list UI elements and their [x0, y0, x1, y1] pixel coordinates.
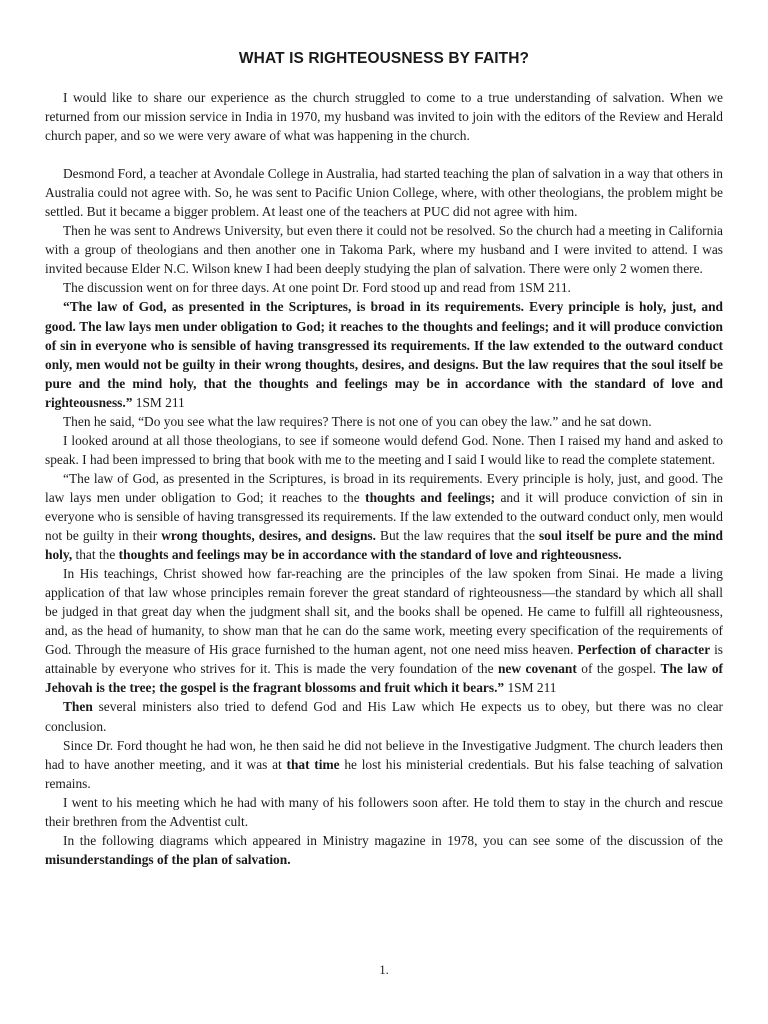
bold-text-run: soul itself be pure and the mind holy, — [45, 528, 723, 563]
text-run: I went to his meeting which he had with many of his followers soon after. He told them to stay in the church and rescue their brethren from the Adventist cult. — [45, 794, 723, 829]
text-run: Then he said, “Do you see what the law requires? There is not one of you can obey the law.” and he sat down. — [63, 413, 652, 429]
text-run: of the gospel. — [576, 661, 661, 677]
text-run: The discussion went on for three days. At one point Dr. Ford stood up and read from 1SM 211. — [63, 280, 571, 296]
bold-text-run: thoughts and feelings may be in accordance with the standard of love and righteousness. — [118, 547, 622, 563]
text-run: several ministers also tried to defend God and His Law which He expects us to obey, but there was no clear conclusion. — [45, 699, 723, 734]
text-run: 1SM 211 — [504, 680, 557, 696]
text-run: I would like to share our experience as the church struggled to come to a true understanding of salvation. When we returned from our mission service in India in 1970, my husband was invited to join with the editors of the Review and Herald church paper, and so we were very aware of what was happening in the church. — [45, 90, 723, 144]
paragraph — [45, 412, 723, 431]
text-run: that the — [72, 547, 119, 563]
paragraph — [45, 697, 723, 735]
text-run: In His teachings, Christ showed how far-reaching are the principles of the law spoken from Sinai. He made a living application of that law whose principles remain forever the great standard of righteousness—the standard by which all shall be judged in that great day when the judgment shall sit, and the books shall be opened. He came to fulfill all righteousness, and, as the head of humanity, to show man that he can do the same work, meeting every specification of the requirements of God. Through the measure of His grace furnished to the human agent, not one need miss heaven. — [45, 566, 723, 658]
text-run: 1SM 211 — [132, 394, 185, 410]
bold-text-run: misunderstandings of the plan of salvation. — [45, 851, 291, 867]
text-run: But the law requires that the — [375, 528, 539, 544]
bold-text-run: “The law of God, as presented in the Scriptures, is broad in its requirements. Every principle is holy, just, and good. The law lays men under obligation to God; it reaches to the thoughts and feelings; and it will produce conviction of sin in everyone who is sensible of having transgressed its requirements. If the law extended to the outward conduct only, men would not be guilty in their wrong thoughts, desires, and designs. But the law requires that the soul itself be pure and the mind holy, that the thoughts and feelings may be in accordance with the standard of love and righteousness.” — [45, 299, 723, 410]
paragraph — [45, 469, 723, 564]
bold-text-run: new covenant — [497, 661, 577, 677]
paragraph — [45, 736, 723, 793]
paragraph — [45, 831, 723, 869]
bold-text-run: The law of Jehovah is the tree; the gospel is the fragrant blossoms and fruit which it bears.” — [45, 661, 723, 696]
page-title: WHAT IS RIGHTEOUSNESS BY FAITH? — [238, 50, 530, 67]
bold-text-run: wrong thoughts, desires, and designs. — [161, 528, 376, 544]
bold-text-run: Perfection of character — [577, 642, 711, 658]
page-number: 1. — [379, 963, 389, 977]
bold-text-run: thoughts and feelings; — [365, 489, 496, 505]
text-run: Then he was sent to Andrews University, but even there it could not be resolved. So the church had a meeting in California with a group of theologians and then another one in Takoma Park, where my husband and I were invited to attend. I was invited because Elder N.C. Wilson knew I had been deeply studying the plan of salvation. There were only 2 women there. — [45, 223, 723, 277]
paragraph — [45, 297, 723, 411]
text-run: Since Dr. Ford thought he had won, he then said he did not believe in the Investigative Judgment. The church leaders then had to have another meeting, and it was at — [45, 737, 723, 772]
text-run: “The law of God, as presented in the Scriptures, is broad in its requirements. Every principle is holy, just, and good. The law lays men under obligation to God; it reaches to the — [45, 470, 723, 505]
bold-text-run: that time — [286, 756, 340, 772]
paragraph — [45, 88, 723, 145]
paragraph — [45, 564, 723, 697]
paragraph — [45, 164, 723, 221]
text-run: Desmond Ford, a teacher at Avondale College in Australia, had started teaching the plan of salvation in a way that others in Australia could not agree with. So, he was sent to Pacific Union College, where, with other theologians, the problem might be settled. But it became a bigger problem. At least one of the teachers at PUC did not agree with him. — [45, 166, 723, 220]
text-run: I looked around at all those theologians, to see if someone would defend God. None. Then I raised my hand and asked to speak. I had been impressed to bring that book with me to the meeting and I said I would like to read the complete statement. — [45, 432, 723, 467]
bold-text-run: Then — [63, 699, 93, 715]
text-run: he lost his ministerial credentials. But his false teaching of salvation remains. — [45, 756, 723, 791]
paragraph — [45, 793, 723, 831]
paragraph — [45, 221, 723, 278]
text-run: In the following diagrams which appeared in Ministry magazine in 1978, you can see some of the discussion of the — [63, 832, 723, 848]
document-body — [45, 88, 723, 869]
paragraph — [45, 278, 723, 297]
text-run: is attainable by everyone who strives for it. This is made the very foundation of the — [45, 642, 723, 677]
paragraph — [45, 431, 723, 469]
text-run: and it will produce conviction of sin in everyone who is sensible of having transgressed its requirements. If the law extended to the outward conduct only, men would not be guilty in their — [45, 489, 723, 544]
